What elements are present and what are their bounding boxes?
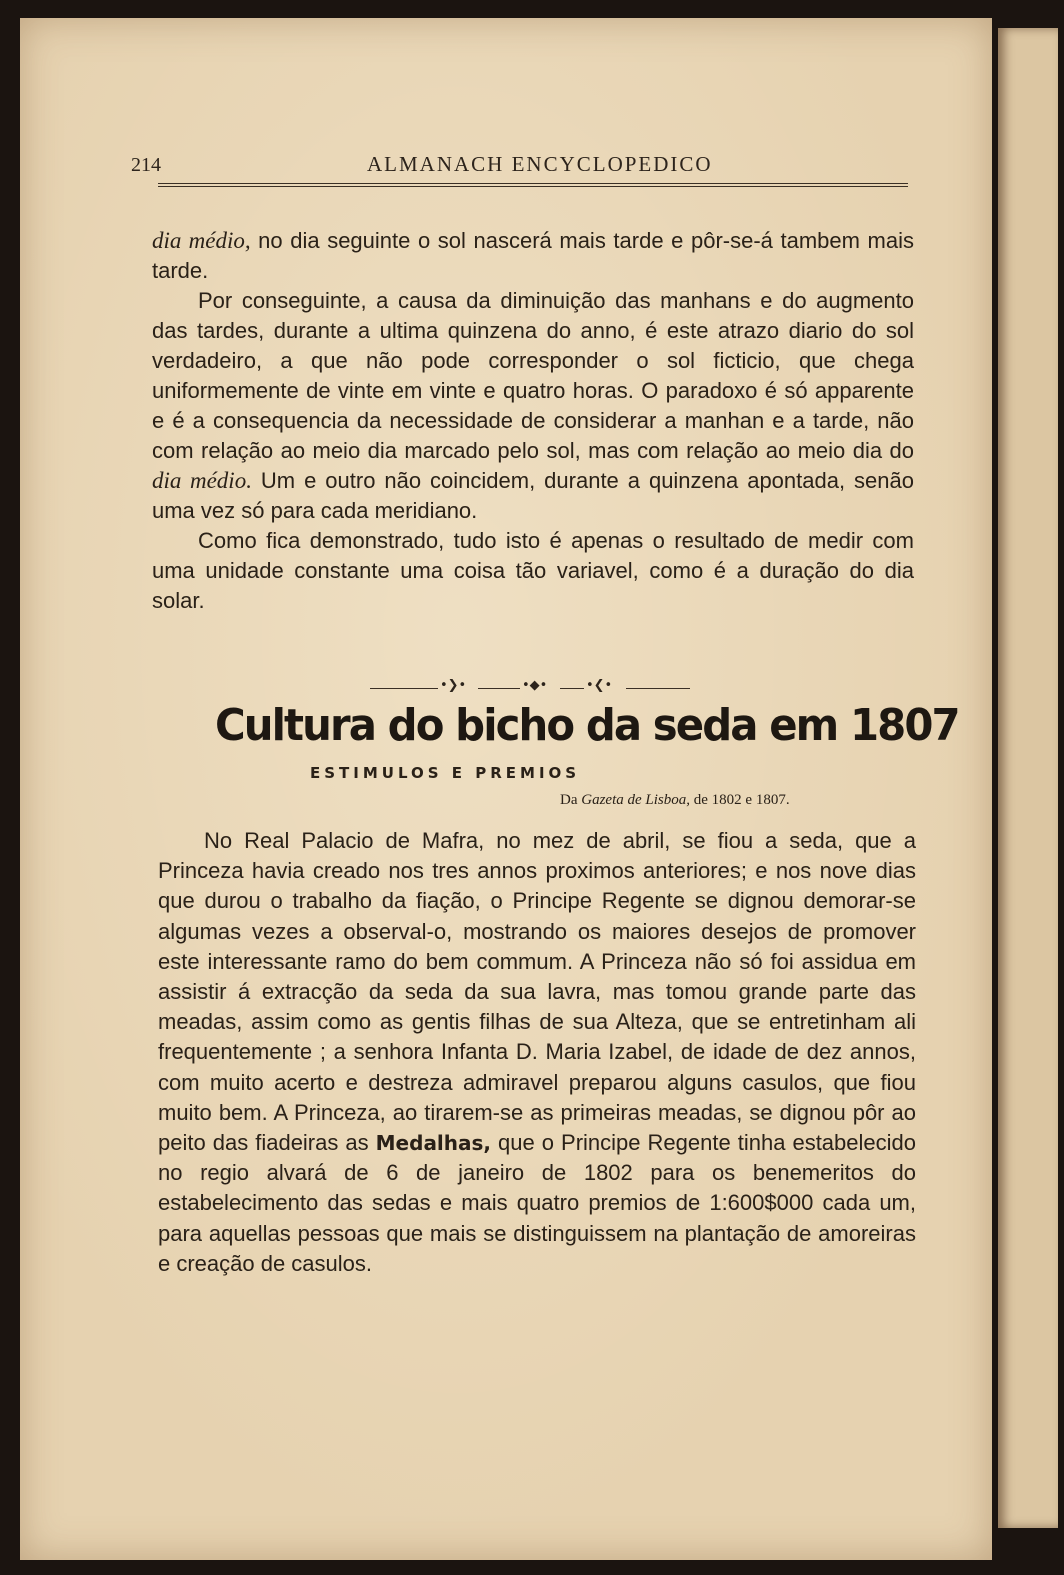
section-divider-ornament [370,678,690,698]
divider-glyph: •❮• [586,678,613,693]
paragraph-1 [152,226,914,286]
article-body [158,826,916,1279]
article-text-a: No Real Palacio de Mafra, no mez de abril, se fiou a seda, que a Princeza havia creado nos tres annos proximos anteriores; e nos nove dias que durou o trabalho da fiação, o Principe Regente se dignou demorar-se algumas vezes a observal-o, mostrando os maiores desejos de promover este interessante ramo do bem commum. A Princeza não só foi assidua em assistir á extracção da seda da sua lavra, mas tomou grande parte das meadas, assim como as gentis filhas de sua Alteza, que se entretinham ali frequentemente ; a senhora Infanta D. Maria Izabel, de idade de dez annos, com muito acerto e destreza admiravel preparou alguns casulos, que fiou muito bem. A Princeza, ao tirarem-se as primeiras meadas, se dignou pôr ao peito das fiadeiras as [158,828,916,1156]
article-subtitle: ESTIMULOS E PREMIOS [310,764,581,782]
source-suffix: de 1802 e 1807. [690,792,790,808]
source-prefix: Da [560,792,582,808]
paragraph-2-text-b: Um e outro não coincidem, durante a quinzena apontada, senão uma vez só para cada meridiano. [152,468,914,523]
continued-text [152,226,914,616]
divider-line [370,688,438,689]
page-number: 214 [131,154,161,176]
article-text-b: que o Principe Regente tinha estabelecido no regio alvará de 6 de janeiro de 1802 para os benemeritos do estabelecimento das sedas e mais quatro premios de 1:600$000 cada um, para aquellas pessoas que mais se distinguissem na plantação de amoreiras e creação de casulos. [158,1130,916,1276]
divider-line [560,688,584,689]
divider-line [626,688,690,689]
article-paragraph [158,826,916,1279]
facing-page-edge [998,28,1058,1528]
divider-glyph: •◆• [522,678,548,693]
source-publication: Gazeta de Lisboa, [581,792,690,808]
paragraph-2 [152,286,914,526]
paragraph-1-text: no dia seguinte o sol nascerá mais tarde e pôr-se-á tambem mais tarde. [152,228,914,283]
divider-glyph: •❯• [440,678,467,693]
source-citation [560,792,790,809]
article-title: Cultura do bicho da seda em 1807 [215,700,959,751]
paragraph-2-text-a: Por conseguinte, a causa da diminuição das manhans e do augmento das tardes, durante a ultima quinzena do anno, é este atrazo diario do sol verdadeiro, a que não pode corresponder o sol ficticio, que chega uniformemente de vinte em vinte e quatro horas. O paradoxo é só apparente e é a consequencia da necessidade de considerar a manhan e a tarde, não com relação ao meio dia marcado pelo sol, mas com relação ao meio dia do [152,288,914,463]
divider-line [478,688,520,689]
page-header [131,150,911,180]
running-title: ALMANACH ENCYCLOPEDICO [367,152,713,176]
paragraph-3: Como fica demonstrado, tudo isto é apenas o resultado de medir com uma unidade constante uma coisa tão variavel, como é a duração do dia solar. [152,528,914,613]
italic-term: dia médio, [152,228,251,253]
bold-term: Medalhas, [375,1131,492,1156]
header-rule [158,183,908,187]
italic-term: dia médio. [152,468,252,493]
